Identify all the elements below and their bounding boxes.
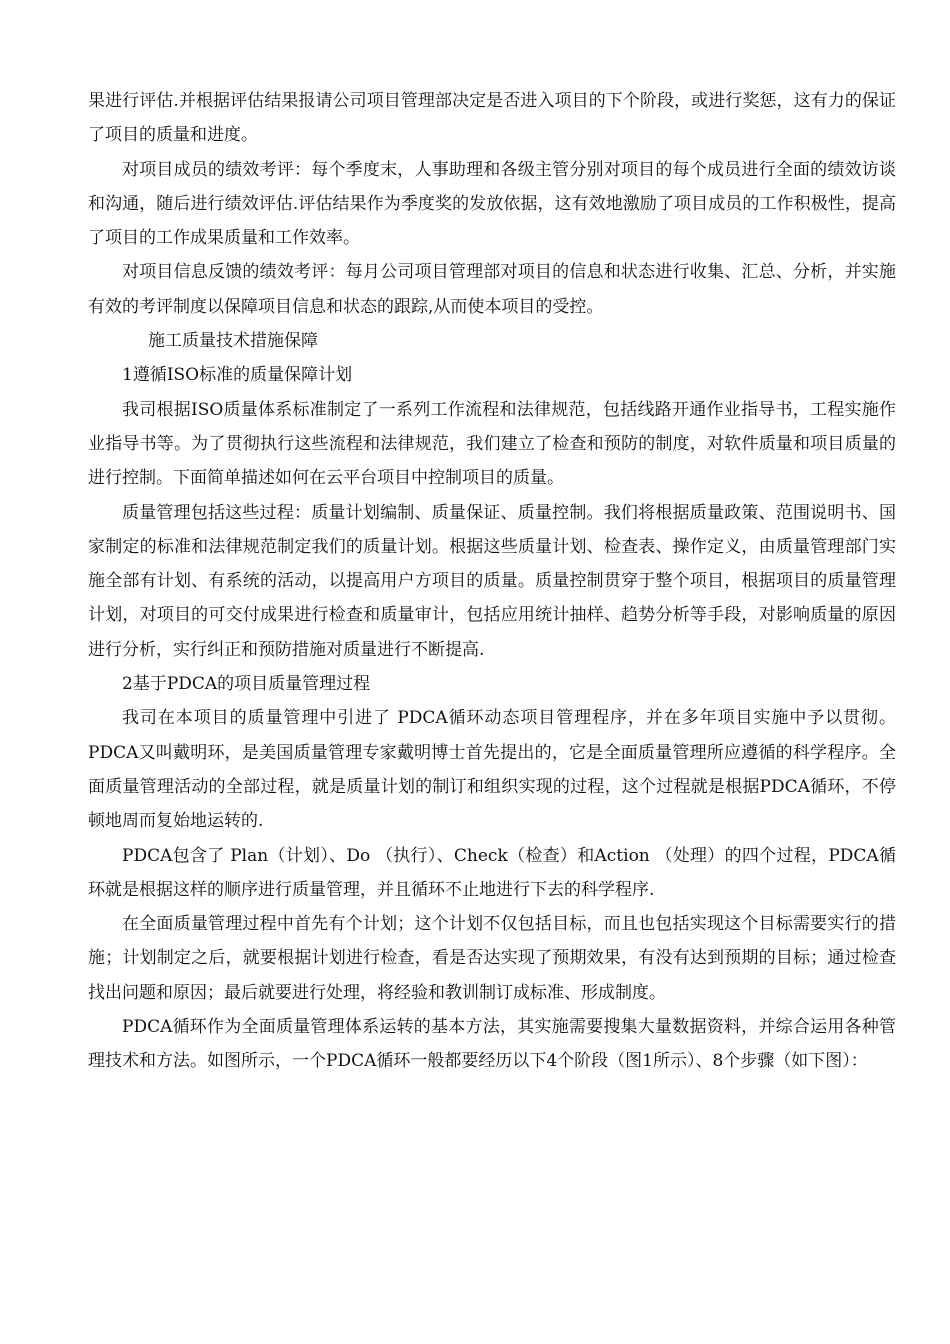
document-page [88, 84, 896, 1079]
paragraph-member-appraisal: 对项目成员的绩效考评：每个季度末，人事助理和各级主管分别对项目的每个成员进行全面的绩效访谈和沟通，随后进行绩效评估.评估结果作为季度奖的发放依据，这有效地激励了项目成员的工作积极性，提高了项目的工作成果质量和工作效率。 [88, 159, 896, 249]
paragraph-pdca-intro: 我司在本项目的质量管理中引进了 PDCA循环动态项目管理程序，并在多年项目实施中予以贯彻。PDCA又叫戴明环，是美国质量管理专家戴明博士首先提出的，它是全面质量管理所应遵循的科学程序。全面质量管理活动的全部过程，就是质量计划的制订和组织实现的过程，这个过程就是根据PDCA循环，不停顿地周而复始地运转的. [88, 708, 896, 832]
paragraph-pdca-method: PDCA循环作为全面质量管理体系运转的基本方法，其实施需要搜集大量数据资料，并综合运用各种管理技术和方法。如图所示，一个PDCA循环一般都要经历以下4个阶段（图1所示）、8个步骤（如下图）： [88, 1017, 896, 1072]
subheading-iso-plan: 1遵循ISO标准的质量保障计划 [122, 365, 353, 386]
subheading-pdca-process: 2基于PDCA的项目质量管理过程 [122, 674, 371, 695]
paragraph-info-feedback-appraisal: 对项目信息反馈的绩效考评：每月公司项目管理部对项目的信息和状态进行收集、汇总、分析，并实施有效的考评制度以保障项目信息和状态的跟踪,从而使本项目的受控。 [88, 262, 896, 317]
paragraph-tqm-plan: 在全面质量管理过程中首先有个计划；这个计划不仅包括目标，而且也包括实现这个目标需要实行的措施；计划制定之后，就要根据计划进行检查，看是否达实现了预期效果，有没有达到预期的目标；通过检查找出问题和原因；最后就要进行处理，将经验和教训制订成标准、形成制度。 [88, 914, 896, 1003]
section-heading-quality-measures: 施工质量技术措施保障 [148, 331, 318, 352]
paragraph-iso-standards: 我司根据ISO质量体系标准制定了一系列工作流程和法律规范，包括线路开通作业指导书，工程实施作业指导书等。为了贯彻执行这些流程和法律规范，我们建立了检查和预防的制度，对软件质量和项目质量的进行控制。下面简单描述如何在云平台项目中控制项目的质量。 [88, 399, 896, 489]
paragraph-pdca-stages: PDCA包含了 Plan（计划）、Do （执行）、Check（检查）和Action （处理）的四个过程，PDCA循环就是根据这样的顺序进行质量管理，并且循环不止地进行下去的科学程序. [88, 845, 896, 900]
paragraph-continuation: 果进行评估.并根据评估结果报请公司项目管理部决定是否进入项目的下个阶段，或进行奖惩，这有力的保证了项目的质量和进度。 [88, 91, 896, 146]
paragraph-quality-processes: 质量管理包括这些过程：质量计划编制、质量保证、质量控制。我们将根据质量政策、范围说明书、国家制定的标准和法律规范制定我们的质量计划。根据这些质量计划、检查表、操作定义，由质量管理部门实施全部有计划、有系统的活动，以提高用户方项目的质量。质量控制贯穿于整个项目，根据项目的质量管理计划，对项目的可交付成果进行检查和质量审计，包括应用统计抽样、趋势分析等手段，对影响质量的原因进行分析，实行纠正和预防措施对质量进行不断提高. [88, 502, 896, 660]
